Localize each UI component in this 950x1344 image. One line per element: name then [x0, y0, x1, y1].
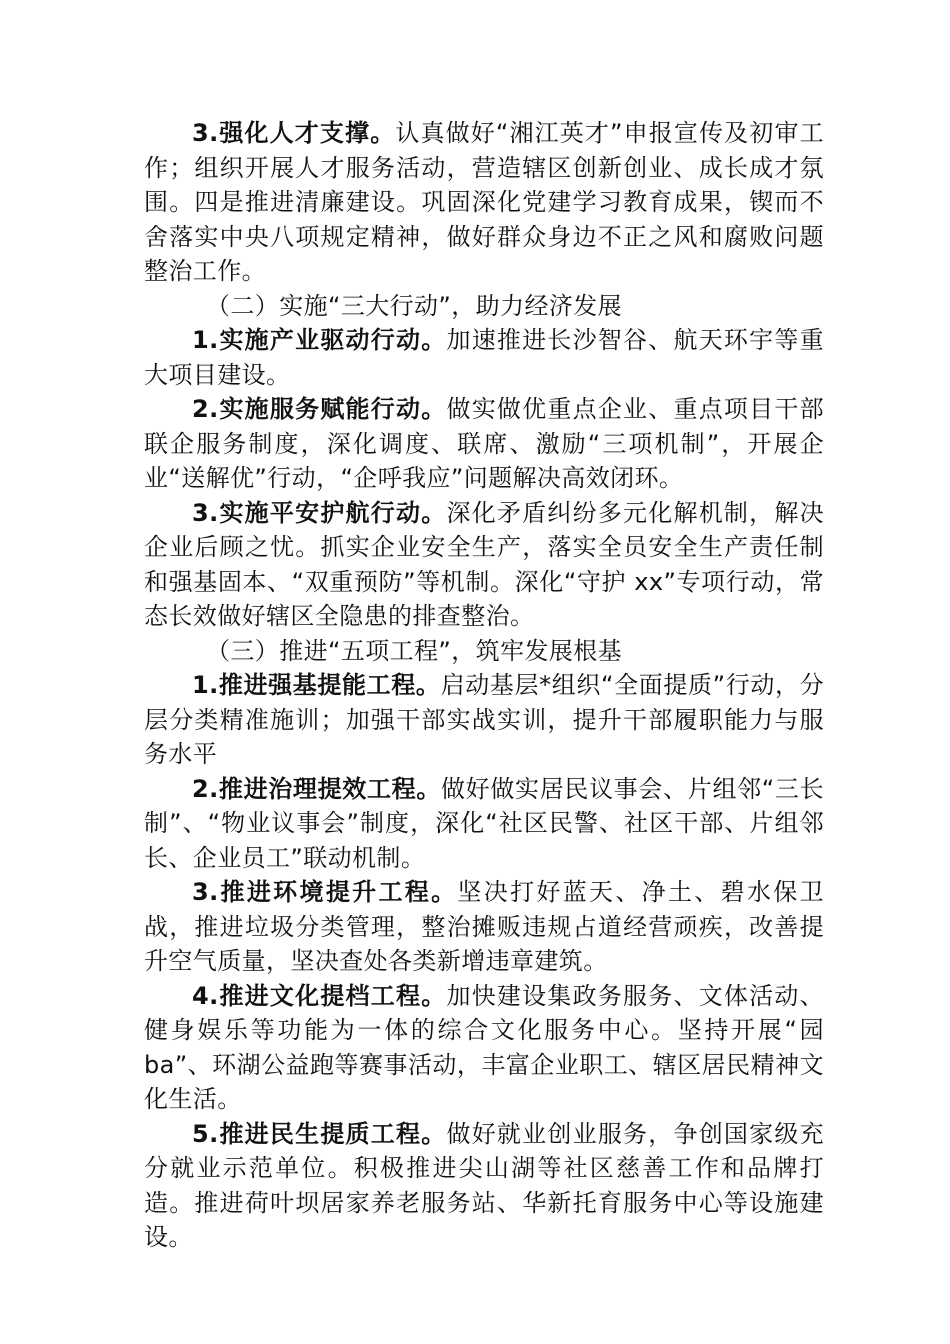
- paragraph-heading: 2.推进治理提效工程。: [192, 774, 441, 803]
- paragraph-heading: 3.强化人才支撑。: [192, 119, 396, 147]
- paragraph-livelihood-quality: [144, 1117, 824, 1255]
- paragraph-text: 加速推进长沙智谷、航天环宇等重大项目建设。: [144, 326, 825, 389]
- paragraph-safety-escort: [144, 496, 824, 634]
- document-body: [144, 116, 824, 1255]
- paragraph-text: 做好做实居民议事会、片组邻“三长制”、“物业议事会”制度，深化“社区民警、社区干部、片组邻长、企业员工”联动机制。: [144, 774, 824, 872]
- paragraph-heading: 4.推进文化提档工程。: [192, 981, 447, 1010]
- section-heading-five-projects: （三）推进“五项工程”，筑牢发展根基: [206, 636, 623, 665]
- paragraph-text: 坚决打好蓝天、净土、碧水保卫战，推进垃圾分类管理，整治摊贩违规占道经营顽疾，改善提升空气质量，坚决查处各类新增违章建筑。: [144, 878, 824, 975]
- paragraph-heading: 1.推进强基提能工程。: [192, 671, 441, 699]
- paragraph-culture-upgrade: [144, 979, 824, 1117]
- paragraph-governance-efficiency: [144, 772, 824, 876]
- paragraph-heading: 3.实施平安护航行动。: [192, 498, 447, 527]
- paragraph-grassroots-capacity: [144, 668, 824, 772]
- paragraph-heading: 3.推进环境提升工程。: [192, 878, 458, 906]
- paragraph-text: 认真做好“湘江英才”申报宣传及初审工作；组织开展人才服务活动，营造辖区创新创业、成长成才氛围。四是推进清廉建设。巩固深化党建学习教育成果，锲而不舍落实中央八项规定精神，做好群众身边不正之风和腐败问题整治工作。: [144, 119, 824, 285]
- paragraph-industry-drive: [144, 323, 824, 392]
- paragraph-text: 做好就业创业服务，争创国家级充分就业示范单位。积极推进尖山湖等社区慈善工作和品牌打造。推进荷叶坝居家养老服务站、华新托育服务中心等设施建设。: [144, 1119, 825, 1251]
- paragraph-text: 启动基层*组织“全面提质”行动，分层分类精准施训；加强干部实战实训，提升干部履职能力与服务水平: [144, 671, 825, 768]
- paragraph-text: 加快建设集政务服务、文体活动、健身娱乐等功能为一体的综合文化服务中心。坚持开展“园 ba”、环湖公益跑等赛事活动，丰富企业职工、辖区居民精神文化生活。: [144, 981, 825, 1113]
- paragraph-service-empower: [144, 392, 824, 496]
- section-heading-three-actions: （二）实施“三大行动”，助力经济发展: [206, 291, 623, 320]
- paragraph-text: 做实做优重点企业、重点项目干部联企服务制度，深化调度、联席、激励“三项机制”，开展企业“送解优”行动，“企呼我应”问题解决高效闭环。: [144, 395, 825, 492]
- paragraph-environment-upgrade: [144, 875, 824, 979]
- paragraph-heading: 5.推进民生提质工程。: [192, 1119, 447, 1148]
- paragraph-text: 深化矛盾纠纷多元化解机制，解决企业后顾之忧。抓实企业安全生产，落实全员安全生产责任制和强基固本、“双重预防”等机制。深化“守护 xx”专项行动，常态长效做好辖区全隐患的排查整治。: [144, 498, 825, 630]
- paragraph-heading: 1.实施产业驱动行动。: [192, 326, 447, 354]
- paragraph-talent-support: [144, 116, 824, 289]
- paragraph-heading: 2.实施服务赋能行动。: [192, 395, 447, 423]
